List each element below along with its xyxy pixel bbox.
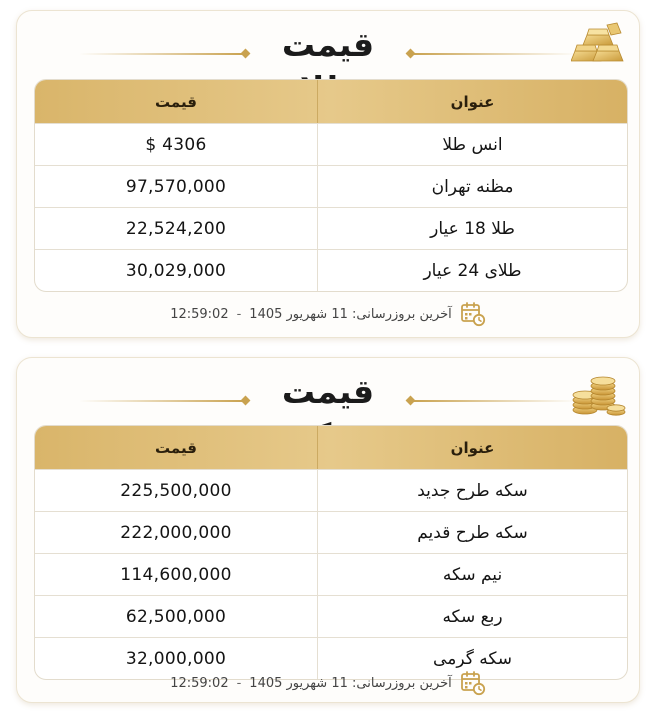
price-cell: 225,500,000 <box>120 480 232 501</box>
coin-price-table <box>34 425 628 680</box>
gold-title-row <box>17 19 639 71</box>
table-row <box>35 207 627 249</box>
footer-separator: - <box>236 306 242 322</box>
update-time: 12:59:02 <box>170 306 229 322</box>
table-row <box>35 469 627 511</box>
table-header <box>35 426 627 469</box>
coin-title-row <box>17 366 639 418</box>
name-cell: سکه طرح قدیم <box>317 512 627 553</box>
name-cell: انس طلا <box>317 124 627 165</box>
header-price: قیمت <box>155 92 197 111</box>
table-header <box>35 80 627 123</box>
price-cell: 62,500,000 <box>125 606 227 627</box>
footer-separator: - <box>236 675 242 691</box>
name-cell: نیم سکه <box>317 554 627 595</box>
title-divider-left <box>79 53 245 55</box>
title-divider-right <box>411 400 577 402</box>
price-cell: 32,000,000 <box>125 648 227 669</box>
last-update-footer <box>17 301 639 327</box>
header-title: عنوان <box>317 80 627 123</box>
calendar-clock-icon <box>460 670 486 696</box>
table-row <box>35 553 627 595</box>
gold-bars-icon <box>571 21 627 71</box>
name-cell: مظنه تهران <box>317 166 627 207</box>
table-row <box>35 595 627 637</box>
gold-price-card <box>16 10 640 338</box>
title-divider-left <box>79 400 245 402</box>
name-cell: طلا 18 عیار <box>317 208 627 249</box>
name-cell: ربع سکه <box>317 596 627 637</box>
table-row <box>35 123 627 165</box>
name-cell: طلای 24 عیار <box>317 250 627 291</box>
price-cell: $ 4306 <box>145 134 207 155</box>
coin-price-card <box>16 357 640 703</box>
coin-stack-icon <box>571 368 627 418</box>
table-row <box>35 165 627 207</box>
header-price: قیمت <box>155 438 197 457</box>
gold-price-table <box>34 79 628 292</box>
update-date-label: آخرین بروزرسانی: 11 شهریور 1405 <box>249 306 452 322</box>
price-cell: 30,029,000 <box>125 260 227 281</box>
last-update-footer <box>17 670 639 696</box>
title-divider-right <box>411 53 577 55</box>
update-date-label: آخرین بروزرسانی: 11 شهریور 1405 <box>249 675 452 691</box>
table-row <box>35 511 627 553</box>
header-title: عنوان <box>317 426 627 469</box>
price-cell: 222,000,000 <box>120 522 232 543</box>
coin-card-title: قیمت <box>281 372 375 411</box>
price-cell: 114,600,000 <box>120 564 232 585</box>
update-time: 12:59:02 <box>170 675 229 691</box>
table-row <box>35 249 627 291</box>
price-cell: 22,524,200 <box>125 218 227 239</box>
gold-card-title: قیمت <box>281 25 375 64</box>
calendar-clock-icon <box>460 301 486 327</box>
price-cell: 97,570,000 <box>125 176 227 197</box>
name-cell: سکه طرح جدید <box>317 470 627 511</box>
name-cell: سکه گرمی <box>317 638 627 679</box>
